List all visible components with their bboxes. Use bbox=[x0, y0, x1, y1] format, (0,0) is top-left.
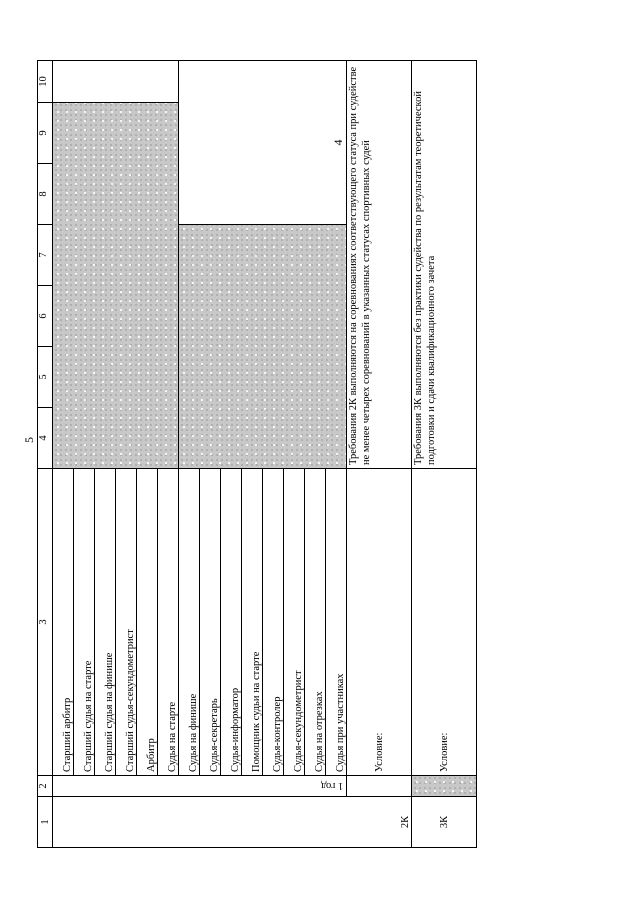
judge-name: Судья-секретарь bbox=[200, 469, 221, 776]
col-number-8: 8 bbox=[38, 164, 53, 225]
condition-3k-row bbox=[412, 61, 477, 848]
condition-2k-label: Условие: bbox=[347, 469, 412, 776]
year-cell bbox=[53, 776, 347, 797]
table-row bbox=[179, 61, 200, 848]
grey-shaded-area-bottom bbox=[179, 225, 347, 469]
judge-name: Старший судья на финише bbox=[95, 469, 116, 776]
page-number: 5 bbox=[22, 437, 36, 443]
condition-2k-year-cell bbox=[347, 776, 412, 797]
judge-name: Помощник судьи на старте bbox=[242, 469, 263, 776]
qualification-table bbox=[37, 60, 477, 848]
col-number-7: 7 bbox=[38, 225, 53, 286]
judge-name: Арбитр bbox=[137, 469, 158, 776]
condition-2k-text: Требования 2К выполняются на соревнованиях соответствующего статуса при судействе не менее четырех соревнований в указанных статусах спортивных судей bbox=[347, 61, 412, 469]
judge-name: Старший судья-секундометрист bbox=[116, 469, 137, 776]
judge-name: Старший арбитр bbox=[53, 469, 74, 776]
condition-3k-text: Требования 3К выполняются без практики судейства по результатам теоретической подготовки и сдачи квалификационного зачета bbox=[412, 61, 477, 469]
judge-name: Судья при участниках bbox=[326, 469, 347, 776]
col-number-10: 10 bbox=[38, 61, 53, 103]
column-number-row bbox=[38, 61, 53, 848]
year-label: 1 год bbox=[320, 780, 343, 792]
judge-name: Судья на отрезках bbox=[305, 469, 326, 776]
col-number-4: 4 bbox=[38, 408, 53, 469]
col-number-2: 2 bbox=[38, 776, 53, 797]
col-number-3: 3 bbox=[38, 469, 53, 776]
judge-name: Судья-информатор bbox=[221, 469, 242, 776]
condition-2k-row bbox=[347, 61, 412, 848]
col-number-5: 5 bbox=[38, 347, 53, 408]
grey-shaded-3k-year bbox=[412, 776, 477, 797]
value-4-cell: 4 bbox=[179, 61, 347, 225]
judge-name: Судья-контролер bbox=[263, 469, 284, 776]
judge-name: Судья-секундометрист bbox=[284, 469, 305, 776]
qualification-table-wrapper bbox=[37, 65, 450, 848]
judge-name: Судья на финише bbox=[179, 469, 200, 776]
grey-shaded-area-top bbox=[53, 103, 179, 469]
col-number-6: 6 bbox=[38, 286, 53, 347]
rank-2k-cell: 2К bbox=[53, 797, 412, 848]
condition-3k-label: Условие: bbox=[412, 469, 477, 776]
judge-name: Старший судья на старте bbox=[74, 469, 95, 776]
table-row bbox=[53, 61, 74, 848]
col-number-1: 1 bbox=[38, 797, 53, 848]
rank-3k-cell: 3К bbox=[412, 797, 477, 848]
judge-name: Судья на старте bbox=[158, 469, 179, 776]
empty-cell bbox=[53, 61, 179, 103]
col-number-9: 9 bbox=[38, 103, 53, 164]
